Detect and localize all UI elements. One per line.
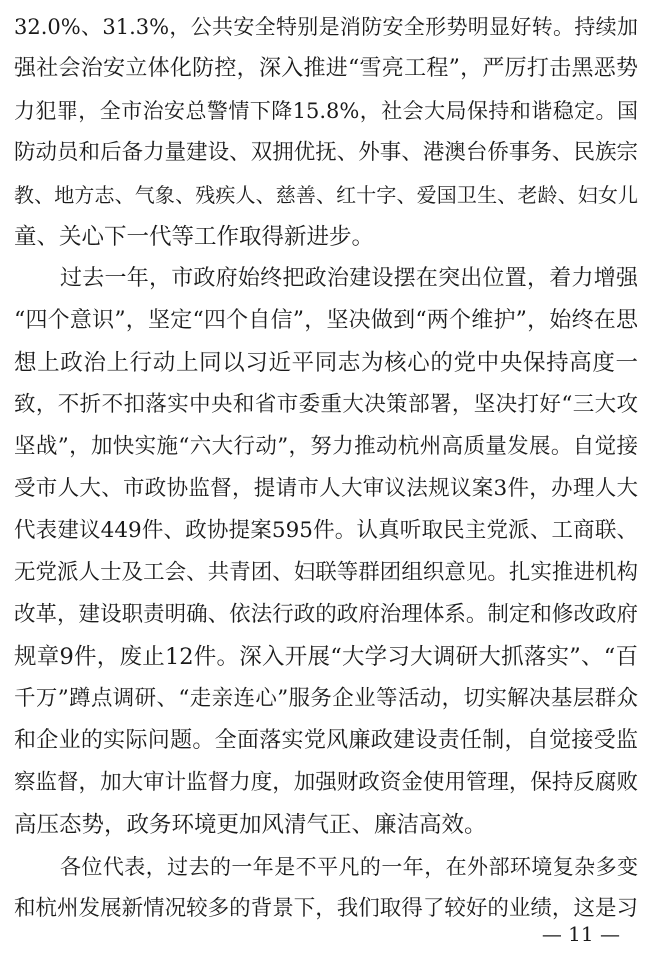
document-page [14,6,638,930]
text-line: 32.0%、31.3%，公共安全特别是消防安全形势明显好转。持续加 [14,15,638,39]
text-line: 受市人大、市政协监督，提请市人大审议法规议案3件，办理人大 [14,476,638,501]
text-line: 过去一年，市政府始终把政治建设摆在突出位置，着力增强 [60,266,638,291]
text-line: “四个意识”，坚定“四个自信”，坚决做到“两个维护”，始终在思 [14,308,638,333]
paragraph-delegates [14,846,638,930]
paragraph-public-safety [14,6,638,258]
text-line: 教、地方志、气象、残疾人、慈善、红十字、爱国卫生、老龄、妇女儿 [14,183,638,207]
page-number: — 11 — [541,922,620,946]
text-line: 各位代表，过去的一年是不平凡的一年，在外部环境复杂多变 [60,855,638,879]
text-line: 强社会治安立体化防控，深入推进“雪亮工程”，严厉打击黑恶势 [14,56,638,81]
text-line: 高压态势，政务环境更加风清气正、廉洁高效。 [14,812,487,838]
text-line: 察监督，加大审计监督力度，加强财政资金使用管理，保持反腐败 [14,770,638,795]
text-line: 千万”蹲点调研、“走亲连心”服务企业等活动，切实解决基层群众 [14,686,638,711]
text-line: 力犯罪，全市治安总警情下降15.8%，社会大局保持和谐稳定。国 [14,99,638,123]
paragraph-political-building [14,258,638,846]
text-line: 致，不折不扣落实中央和省市委重大决策部署，坚决打好“三大攻 [14,392,638,417]
text-line: 和杭州发展新情况较多的背景下，我们取得了较好的业绩，这是习 [14,896,638,921]
text-line: 代表建议449件、政协提案595件。认真听取民主党派、工商联、 [14,518,638,543]
text-line: 改革，建设职责明确、依法行政的政府治理体系。制定和修改政府 [14,602,638,627]
text-line: 规章9件，废止12件。深入开展“大学习大调研大抓落实”、“百 [14,644,638,670]
text-line: 童、关心下一代等工作取得新进步。 [14,224,375,250]
text-line: 防动员和后备力量建设、双拥优抚、外事、港澳台侨事务、民族宗 [14,140,638,165]
text-line: 无党派人士及工会、共青团、妇联等群团组织意见。扎实推进机构 [14,560,638,585]
text-line: 和企业的实际问题。全面落实党风廉政建设责任制，自觉接受监 [14,728,638,753]
text-line: 坚战”，加快实施“六大行动”，努力推动杭州高质量发展。自觉接 [14,434,638,459]
text-line: 想上政治上行动上同以习近平同志为核心的党中央保持高度一 [14,350,638,376]
